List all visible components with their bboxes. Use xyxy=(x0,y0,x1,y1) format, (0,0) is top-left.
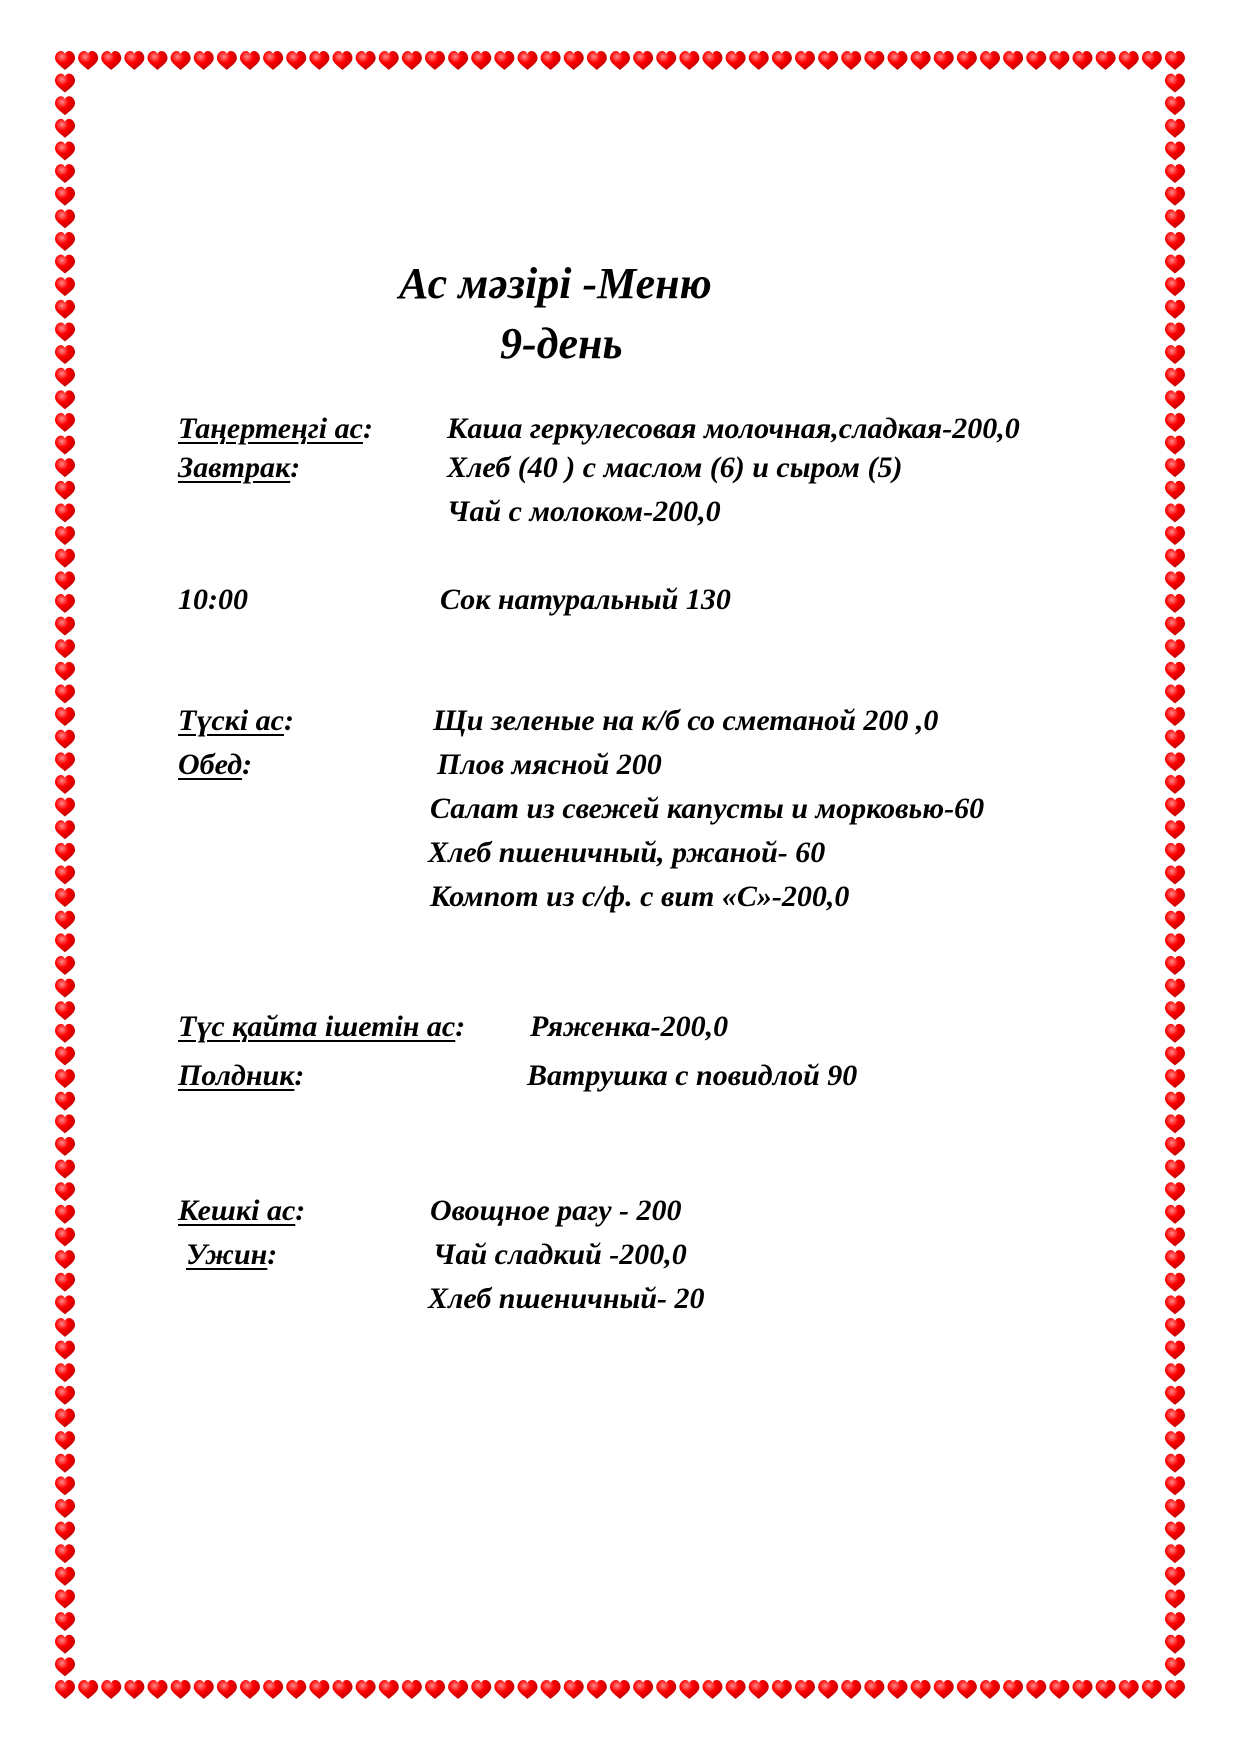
heart-icon xyxy=(1165,911,1185,930)
heart-icon xyxy=(957,51,977,70)
heart-icon xyxy=(541,51,561,70)
heart-icon xyxy=(1165,1092,1185,1111)
heart-icon xyxy=(1165,51,1185,70)
heart-icon xyxy=(55,1047,75,1066)
lunch-item: Плов мясной 200 xyxy=(437,748,662,781)
heart-icon xyxy=(1165,639,1185,658)
heart-icon xyxy=(1165,323,1185,342)
page-subtitle-day: 9-день xyxy=(500,319,623,368)
heart-icon xyxy=(957,1680,977,1699)
heart-icon xyxy=(1165,1522,1185,1541)
breakfast-item: Хлеб (40 ) с маслом (6) и сыром (5) xyxy=(447,451,903,484)
heart-icon xyxy=(1165,1182,1185,1201)
heart-icon xyxy=(78,1680,98,1699)
heart-icon xyxy=(55,1657,75,1676)
heart-icon xyxy=(749,51,769,70)
heart-icon xyxy=(55,594,75,613)
heart-icon xyxy=(587,1680,607,1699)
heart-icon xyxy=(1142,1680,1162,1699)
heart-icon xyxy=(1165,933,1185,952)
heart-icon xyxy=(1096,1680,1116,1699)
heart-icon xyxy=(55,1522,75,1541)
heart-icon xyxy=(55,1250,75,1269)
heart-icon xyxy=(55,1409,75,1428)
heart-icon xyxy=(1165,345,1185,364)
heart-icon xyxy=(1165,1069,1185,1088)
heart-icon xyxy=(55,458,75,477)
heart-icon xyxy=(1165,685,1185,704)
heart-icon xyxy=(656,1680,676,1699)
heart-icon xyxy=(494,1680,514,1699)
heart-icon xyxy=(1165,209,1185,228)
heart-icon xyxy=(1073,51,1093,70)
dinner-item: Хлеб пшеничный- 20 xyxy=(428,1282,705,1315)
heart-icon xyxy=(55,164,75,183)
heart-icon xyxy=(217,1680,237,1699)
heart-icon xyxy=(55,1228,75,1247)
heart-icon xyxy=(55,51,75,70)
heart-icon xyxy=(1165,74,1185,93)
heart-icon xyxy=(171,1680,191,1699)
heart-icon xyxy=(1165,413,1185,432)
heart-icon xyxy=(1165,1341,1185,1360)
heart-icon xyxy=(1119,1680,1139,1699)
snack-time: 10:00 xyxy=(178,583,248,616)
heart-icon xyxy=(610,51,630,70)
heart-icon xyxy=(55,323,75,342)
heart-icon xyxy=(1165,1001,1185,1020)
heart-icon xyxy=(494,51,514,70)
heart-icon xyxy=(379,51,399,70)
heart-icon xyxy=(1049,51,1069,70)
heart-icon xyxy=(55,1137,75,1156)
heart-icon xyxy=(101,51,121,70)
heart-icon xyxy=(55,956,75,975)
heart-icon xyxy=(425,1680,445,1699)
heart-icon xyxy=(1073,1680,1093,1699)
dinner-label-ru: Ужин: xyxy=(186,1238,278,1271)
heart-icon xyxy=(55,1092,75,1111)
heart-icon xyxy=(1119,51,1139,70)
heart-icon xyxy=(1165,368,1185,387)
heart-icon xyxy=(1026,51,1046,70)
heart-icon xyxy=(1165,866,1185,885)
heart-icon xyxy=(1026,1680,1046,1699)
heart-icon xyxy=(471,1680,491,1699)
heart-icon xyxy=(286,1680,306,1699)
heart-icon xyxy=(1165,119,1185,138)
heart-icon xyxy=(911,1680,931,1699)
heart-icon xyxy=(772,1680,792,1699)
heart-icon xyxy=(55,209,75,228)
heart-icon xyxy=(1165,1228,1185,1247)
heart-icon xyxy=(55,187,75,206)
heart-icon xyxy=(1165,752,1185,771)
heart-icon xyxy=(171,51,191,70)
heart-icon xyxy=(55,345,75,364)
heart-icon xyxy=(1165,1295,1185,1314)
heart-icon xyxy=(888,51,908,70)
heart-icon xyxy=(1165,1635,1185,1654)
heart-icon xyxy=(55,1024,75,1043)
heart-icon xyxy=(309,1680,329,1699)
heart-icon xyxy=(1165,775,1185,794)
heart-icon xyxy=(1165,96,1185,115)
heart-icon xyxy=(55,413,75,432)
heart-icon xyxy=(518,1680,538,1699)
heart-icon xyxy=(1165,1318,1185,1337)
heart-icon xyxy=(55,1544,75,1563)
heart-icon xyxy=(633,51,653,70)
heart-icon xyxy=(55,1318,75,1337)
dinner-label-kz: Кешкі ас: xyxy=(178,1194,306,1227)
lunch-item: Салат из свежей капусты и морковью-60 xyxy=(430,792,985,825)
dinner-item: Овощное рагу - 200 xyxy=(430,1194,682,1227)
lunch-label-kz: Түскі ас: xyxy=(178,704,294,737)
dinner-item: Чай сладкий -200,0 xyxy=(433,1238,687,1271)
breakfast-item: Чай с молоком-200,0 xyxy=(447,495,721,528)
heart-icon xyxy=(1165,662,1185,681)
afternoon-label-ru: Полдник: xyxy=(178,1059,305,1092)
heart-icon xyxy=(934,1680,954,1699)
heart-icon xyxy=(425,51,445,70)
heart-icon xyxy=(55,639,75,658)
heart-icon xyxy=(610,1680,630,1699)
heart-icon xyxy=(448,51,468,70)
heart-icon xyxy=(1165,798,1185,817)
heart-icon xyxy=(1165,1431,1185,1450)
heart-icon xyxy=(55,1386,75,1405)
heart-icon xyxy=(980,1680,1000,1699)
heart-icon xyxy=(1003,1680,1023,1699)
heart-icon xyxy=(55,888,75,907)
heart-icon xyxy=(980,51,1000,70)
heart-icon xyxy=(55,504,75,523)
heart-icon xyxy=(656,51,676,70)
heart-icon xyxy=(55,1590,75,1609)
heart-icon xyxy=(1165,707,1185,726)
heart-icon xyxy=(1165,1024,1185,1043)
heart-icon xyxy=(1165,1114,1185,1133)
heart-icon xyxy=(55,707,75,726)
heart-icon xyxy=(55,390,75,409)
heart-icon xyxy=(55,526,75,545)
heart-icon xyxy=(1003,51,1023,70)
heart-icon xyxy=(679,1680,699,1699)
heart-icon xyxy=(1165,1657,1185,1676)
heart-icon xyxy=(55,119,75,138)
heart-icon xyxy=(1165,504,1185,523)
heart-icon xyxy=(1165,1250,1185,1269)
heart-icon xyxy=(1165,1047,1185,1066)
heart-icon xyxy=(841,51,861,70)
heart-icon xyxy=(55,775,75,794)
heart-icon xyxy=(911,51,931,70)
heart-icon xyxy=(402,51,422,70)
heart-icon xyxy=(1165,1160,1185,1179)
heart-icon xyxy=(1049,1680,1069,1699)
heart-icon xyxy=(55,255,75,274)
heart-icon xyxy=(55,549,75,568)
lunch-item: Компот из с/ф. с вит «С»-200,0 xyxy=(430,880,850,913)
heart-icon xyxy=(1096,51,1116,70)
heart-icon xyxy=(1165,1680,1185,1699)
breakfast-label-kz: Таңертеңгі ас: xyxy=(178,412,373,445)
heart-icon xyxy=(795,1680,815,1699)
heart-icon xyxy=(78,51,98,70)
heart-icon xyxy=(864,1680,884,1699)
heart-icon xyxy=(55,1205,75,1224)
heart-icon xyxy=(55,1476,75,1495)
heart-icon xyxy=(217,51,237,70)
heart-icon xyxy=(263,51,283,70)
heart-icon xyxy=(402,1680,422,1699)
heart-icon xyxy=(1165,1363,1185,1382)
heart-icon xyxy=(55,1431,75,1450)
heart-icon xyxy=(1165,142,1185,161)
breakfast-label-ru: Завтрак: xyxy=(178,451,301,484)
heart-icon xyxy=(309,51,329,70)
heart-icon xyxy=(55,820,75,839)
heart-icon xyxy=(1165,187,1185,206)
heart-icon xyxy=(55,571,75,590)
heart-icon xyxy=(55,1069,75,1088)
heart-icon xyxy=(1165,277,1185,296)
heart-icon xyxy=(55,1635,75,1654)
heart-icon xyxy=(633,1680,653,1699)
snack-item: Сок натуральный 130 xyxy=(440,583,731,616)
heart-icon xyxy=(1165,1137,1185,1156)
heart-icon xyxy=(240,1680,260,1699)
heart-icon xyxy=(101,1680,121,1699)
heart-icon xyxy=(888,1680,908,1699)
heart-icon xyxy=(55,481,75,500)
heart-icon xyxy=(55,1567,75,1586)
heart-icon xyxy=(55,1454,75,1473)
heart-icon xyxy=(55,979,75,998)
heart-icon xyxy=(1165,956,1185,975)
heart-icon xyxy=(55,1114,75,1133)
heart-icon xyxy=(55,730,75,749)
heart-icon xyxy=(55,911,75,930)
heart-icon xyxy=(55,1363,75,1382)
heart-icon xyxy=(1165,526,1185,545)
heart-icon xyxy=(1165,1590,1185,1609)
heart-icon xyxy=(448,1680,468,1699)
heart-icon xyxy=(1165,232,1185,251)
heart-icon xyxy=(841,1680,861,1699)
heart-icon xyxy=(55,142,75,161)
heart-icon xyxy=(55,1499,75,1518)
heart-icon xyxy=(333,51,353,70)
heart-icon xyxy=(795,51,815,70)
heart-icon xyxy=(55,436,75,455)
heart-icon xyxy=(55,300,75,319)
heart-icon xyxy=(55,1001,75,1020)
heart-icon xyxy=(1165,1205,1185,1224)
page-title: Ас мәзірі -Меню xyxy=(399,259,712,308)
heart-icon xyxy=(818,51,838,70)
heart-icon xyxy=(356,1680,376,1699)
heart-icon xyxy=(1165,1454,1185,1473)
afternoon-item: Ватрушка с повидлой 90 xyxy=(527,1059,858,1092)
heart-icon xyxy=(1165,436,1185,455)
heart-icon xyxy=(1165,1544,1185,1563)
heart-icon xyxy=(1165,1476,1185,1495)
heart-icon xyxy=(541,1680,561,1699)
heart-icon xyxy=(564,1680,584,1699)
heart-icon xyxy=(1165,300,1185,319)
heart-icon xyxy=(55,662,75,681)
heart-icon xyxy=(1165,164,1185,183)
heart-icon xyxy=(1165,594,1185,613)
heart-icon xyxy=(55,933,75,952)
lunch-item: Хлеб пшеничный, ржаной- 60 xyxy=(428,836,826,869)
heart-icon xyxy=(1165,1499,1185,1518)
heart-icon xyxy=(587,51,607,70)
heart-icon xyxy=(934,51,954,70)
heart-icon xyxy=(1165,1567,1185,1586)
heart-icon xyxy=(1165,255,1185,274)
heart-icon xyxy=(679,51,699,70)
heart-icon xyxy=(55,617,75,636)
heart-icon xyxy=(1165,730,1185,749)
heart-icon xyxy=(55,1680,75,1699)
heart-icon xyxy=(55,1273,75,1292)
heart-icon xyxy=(263,1680,283,1699)
heart-icon xyxy=(55,1182,75,1201)
heart-icon xyxy=(1165,390,1185,409)
breakfast-item: Каша геркулесовая молочная,сладкая-200,0 xyxy=(447,412,1020,445)
heart-icon xyxy=(1165,481,1185,500)
heart-icon xyxy=(55,368,75,387)
heart-icon xyxy=(564,51,584,70)
heart-icon xyxy=(55,1341,75,1360)
heart-icon xyxy=(379,1680,399,1699)
heart-icon xyxy=(55,685,75,704)
heart-icon xyxy=(55,752,75,771)
heart-icon xyxy=(818,1680,838,1699)
heart-icon xyxy=(726,1680,746,1699)
heart-icon xyxy=(772,51,792,70)
heart-icon xyxy=(148,51,168,70)
heart-icon xyxy=(124,51,144,70)
heart-icon xyxy=(286,51,306,70)
heart-icon xyxy=(1165,458,1185,477)
heart-icon xyxy=(1165,549,1185,568)
heart-icon xyxy=(703,51,723,70)
heart-icon xyxy=(240,51,260,70)
heart-icon xyxy=(55,1160,75,1179)
heart-icon xyxy=(864,51,884,70)
heart-icon xyxy=(1165,1409,1185,1428)
lunch-label-ru: Обед: xyxy=(178,748,253,781)
heart-icon xyxy=(1165,617,1185,636)
lunch-item: Щи зеленые на к/б со сметаной 200 ,0 xyxy=(433,704,939,737)
heart-icon xyxy=(333,1680,353,1699)
heart-icon xyxy=(55,866,75,885)
heart-icon xyxy=(1165,843,1185,862)
heart-icon xyxy=(1165,1273,1185,1292)
heart-icon xyxy=(55,277,75,296)
heart-icon xyxy=(194,51,214,70)
heart-icon xyxy=(356,51,376,70)
heart-icon xyxy=(55,1295,75,1314)
heart-icon xyxy=(749,1680,769,1699)
heart-icon xyxy=(55,96,75,115)
heart-icon xyxy=(1165,820,1185,839)
heart-icon xyxy=(1142,51,1162,70)
heart-icon xyxy=(55,1612,75,1631)
heart-icon xyxy=(55,798,75,817)
heart-icon xyxy=(1165,571,1185,590)
heart-icon xyxy=(1165,1386,1185,1405)
afternoon-item: Ряженка-200,0 xyxy=(530,1010,729,1043)
heart-icon xyxy=(148,1680,168,1699)
heart-icon xyxy=(518,51,538,70)
heart-icon xyxy=(471,51,491,70)
heart-icon xyxy=(1165,888,1185,907)
heart-icon xyxy=(726,51,746,70)
heart-icon xyxy=(1165,979,1185,998)
afternoon-label-kz: Түс қайта ішетін ас: xyxy=(178,1010,466,1043)
heart-icon xyxy=(1165,1612,1185,1631)
heart-icon xyxy=(55,843,75,862)
heart-icon xyxy=(124,1680,144,1699)
heart-icon xyxy=(55,232,75,251)
heart-icon xyxy=(703,1680,723,1699)
heart-icon xyxy=(194,1680,214,1699)
heart-icon xyxy=(55,74,75,93)
